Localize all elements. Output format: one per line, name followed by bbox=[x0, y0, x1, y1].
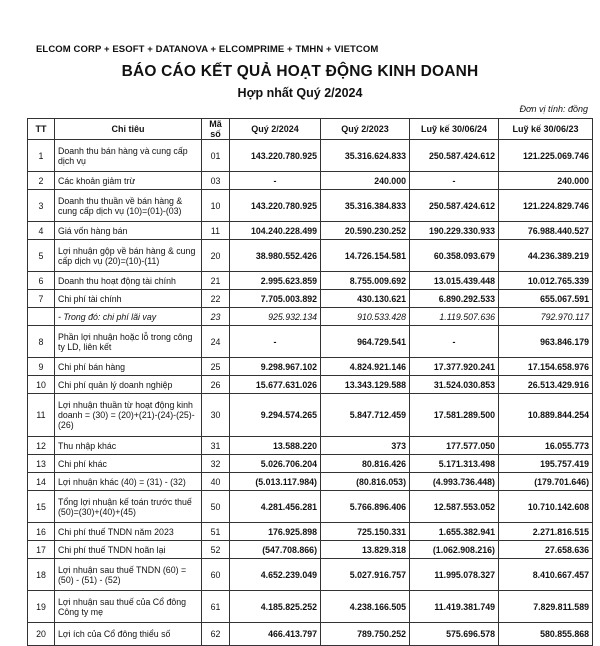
value-q2-2023: 789.750.252 bbox=[321, 623, 410, 646]
row-code: 40 bbox=[202, 473, 230, 491]
row-label: Doanh thu thuần về bán hàng & cung cấp dịch vụ (10)=(01)-(03) bbox=[55, 190, 202, 222]
value-q2-2024: 143.220.780.925 bbox=[230, 190, 321, 222]
value-ytd-2024: 177.577.050 bbox=[410, 437, 499, 455]
value-ytd-2023: 8.410.667.457 bbox=[499, 559, 593, 591]
row-tt: 14 bbox=[28, 473, 55, 491]
row-label: Thu nhập khác bbox=[55, 437, 202, 455]
value-q2-2023: 20.590.230.252 bbox=[321, 222, 410, 240]
row-code: 50 bbox=[202, 491, 230, 523]
value-ytd-2024: - bbox=[410, 326, 499, 358]
table-row bbox=[28, 394, 593, 437]
row-tt: 20 bbox=[28, 623, 55, 646]
table-row bbox=[28, 358, 593, 376]
row-label: Chi phí khác bbox=[55, 455, 202, 473]
value-q2-2023: 80.816.426 bbox=[321, 455, 410, 473]
row-label: Doanh thu hoạt động tài chính bbox=[55, 272, 202, 290]
table-row bbox=[28, 541, 593, 559]
column-header-q2-2023: Quý 2/2023 bbox=[321, 119, 410, 140]
table-row bbox=[28, 326, 593, 358]
value-q2-2023: 240.000 bbox=[321, 172, 410, 190]
value-ytd-2024: 13.015.439.448 bbox=[410, 272, 499, 290]
value-ytd-2024: 31.524.030.853 bbox=[410, 376, 499, 394]
table-row bbox=[28, 491, 593, 523]
value-ytd-2024: 1.655.382.941 bbox=[410, 523, 499, 541]
value-q2-2024: 925.932.134 bbox=[230, 308, 321, 326]
value-q2-2023: 5.766.896.406 bbox=[321, 491, 410, 523]
column-header-ytd-2023: Luỹ kế 30/06/23 bbox=[499, 119, 593, 140]
value-q2-2023: 5.027.916.757 bbox=[321, 559, 410, 591]
report-title: BÁO CÁO KẾT QUẢ HOẠT ĐỘNG KINH DOANH bbox=[121, 63, 479, 80]
value-q2-2024: 4.281.456.281 bbox=[230, 491, 321, 523]
row-tt: 18 bbox=[28, 559, 55, 591]
row-label: Lợi nhuận gộp về bán hàng & cung cấp dịch vụ (20)=(10)-(11) bbox=[55, 240, 202, 272]
table-row bbox=[28, 308, 593, 326]
row-label: Chi phí bán hàng bbox=[55, 358, 202, 376]
value-q2-2024: 9.294.574.265 bbox=[230, 394, 321, 437]
value-ytd-2023: 580.855.868 bbox=[499, 623, 593, 646]
value-q2-2023: 35.316.384.833 bbox=[321, 190, 410, 222]
value-ytd-2023: (179.701.646) bbox=[499, 473, 593, 491]
value-ytd-2024: (1.062.908.216) bbox=[410, 541, 499, 559]
row-label: Lợi nhuận sau thuế TNDN (60) = (50) - (51) - (52) bbox=[55, 559, 202, 591]
value-q2-2023: 430.130.621 bbox=[321, 290, 410, 308]
value-ytd-2023: 10.710.142.608 bbox=[499, 491, 593, 523]
table-header-row bbox=[28, 119, 593, 140]
value-q2-2023: 725.150.331 bbox=[321, 523, 410, 541]
row-tt: 7 bbox=[28, 290, 55, 308]
value-q2-2024: 466.413.797 bbox=[230, 623, 321, 646]
row-tt: 19 bbox=[28, 591, 55, 623]
table-row bbox=[28, 190, 593, 222]
row-label: Giá vốn hàng bán bbox=[55, 222, 202, 240]
value-ytd-2023: 17.154.658.976 bbox=[499, 358, 593, 376]
column-header-indicator: Chỉ tiêu bbox=[55, 119, 202, 140]
table-row bbox=[28, 591, 593, 623]
value-q2-2023: (80.816.053) bbox=[321, 473, 410, 491]
row-tt: 1 bbox=[28, 140, 55, 172]
row-tt: 12 bbox=[28, 437, 55, 455]
row-code: 24 bbox=[202, 326, 230, 358]
value-q2-2024: 2.995.623.859 bbox=[230, 272, 321, 290]
value-ytd-2024: 11.995.078.327 bbox=[410, 559, 499, 591]
row-code: 51 bbox=[202, 523, 230, 541]
row-code: 01 bbox=[202, 140, 230, 172]
row-code: 60 bbox=[202, 559, 230, 591]
row-code: 03 bbox=[202, 172, 230, 190]
table-row bbox=[28, 455, 593, 473]
value-ytd-2024: 17.377.920.241 bbox=[410, 358, 499, 376]
value-q2-2023: 373 bbox=[321, 437, 410, 455]
row-tt bbox=[28, 308, 55, 326]
row-tt: 10 bbox=[28, 376, 55, 394]
value-q2-2023: 5.847.712.459 bbox=[321, 394, 410, 437]
value-q2-2024: 9.298.967.102 bbox=[230, 358, 321, 376]
value-q2-2024: 4.185.825.252 bbox=[230, 591, 321, 623]
row-tt: 11 bbox=[28, 394, 55, 437]
value-q2-2024: 5.026.706.204 bbox=[230, 455, 321, 473]
row-label: Chi phí quản lý doanh nghiệp bbox=[55, 376, 202, 394]
row-label: Chi phí tài chính bbox=[55, 290, 202, 308]
value-ytd-2023: 2.271.816.515 bbox=[499, 523, 593, 541]
table-row bbox=[28, 290, 593, 308]
column-header-q2-2024: Quý 2/2024 bbox=[230, 119, 321, 140]
row-label: Lợi nhuận sau thuế của Cổ đông Công ty mẹ bbox=[55, 591, 202, 623]
table-row bbox=[28, 437, 593, 455]
row-code: 11 bbox=[202, 222, 230, 240]
row-label: Lợi nhuận khác (40) = (31) - (32) bbox=[55, 473, 202, 491]
row-label: Tổng lợi nhuận kế toán trước thuế (50)=(30)+(40)+(45) bbox=[55, 491, 202, 523]
value-q2-2024: 7.705.003.892 bbox=[230, 290, 321, 308]
value-q2-2024: (547.708.866) bbox=[230, 541, 321, 559]
table-row bbox=[28, 222, 593, 240]
row-code: 32 bbox=[202, 455, 230, 473]
income-statement-table bbox=[27, 118, 593, 646]
value-q2-2023: 4.238.166.505 bbox=[321, 591, 410, 623]
table-row bbox=[28, 376, 593, 394]
value-ytd-2023: 655.067.591 bbox=[499, 290, 593, 308]
column-header-ytd-2024: Luỹ kế 30/06/24 bbox=[410, 119, 499, 140]
table-row bbox=[28, 559, 593, 591]
value-ytd-2024: 190.229.330.933 bbox=[410, 222, 499, 240]
value-ytd-2024: 17.581.289.500 bbox=[410, 394, 499, 437]
value-ytd-2024: 12.587.553.052 bbox=[410, 491, 499, 523]
row-tt: 6 bbox=[28, 272, 55, 290]
row-tt: 9 bbox=[28, 358, 55, 376]
row-tt: 16 bbox=[28, 523, 55, 541]
table-row bbox=[28, 523, 593, 541]
column-header-code: Mã số bbox=[202, 119, 230, 140]
value-ytd-2023: 195.757.419 bbox=[499, 455, 593, 473]
row-code: 25 bbox=[202, 358, 230, 376]
value-ytd-2023: 121.225.069.746 bbox=[499, 140, 593, 172]
column-header-tt: TT bbox=[28, 119, 55, 140]
value-q2-2023: 910.533.428 bbox=[321, 308, 410, 326]
row-tt: 4 bbox=[28, 222, 55, 240]
row-label: Chi phí thuế TNDN năm 2023 bbox=[55, 523, 202, 541]
value-ytd-2023: 10.012.765.339 bbox=[499, 272, 593, 290]
row-label: Phần lợi nhuận hoặc lỗ trong công ty LD, liên kết bbox=[55, 326, 202, 358]
row-code: 23 bbox=[202, 308, 230, 326]
table-row bbox=[28, 473, 593, 491]
value-q2-2023: 964.729.541 bbox=[321, 326, 410, 358]
table-row bbox=[28, 172, 593, 190]
row-label: Các khoản giảm trừ bbox=[55, 172, 202, 190]
value-ytd-2023: 792.970.117 bbox=[499, 308, 593, 326]
row-tt: 13 bbox=[28, 455, 55, 473]
value-q2-2024: 15.677.631.026 bbox=[230, 376, 321, 394]
value-q2-2023: 13.343.129.588 bbox=[321, 376, 410, 394]
row-code: 10 bbox=[202, 190, 230, 222]
value-q2-2024: 176.925.898 bbox=[230, 523, 321, 541]
value-ytd-2023: 10.889.844.254 bbox=[499, 394, 593, 437]
value-ytd-2023: 121.224.829.746 bbox=[499, 190, 593, 222]
value-q2-2024: 143.220.780.925 bbox=[230, 140, 321, 172]
value-ytd-2023: 963.846.179 bbox=[499, 326, 593, 358]
row-code: 31 bbox=[202, 437, 230, 455]
value-ytd-2024: 1.119.507.636 bbox=[410, 308, 499, 326]
value-q2-2024: 104.240.228.499 bbox=[230, 222, 321, 240]
row-label: Chi phí thuế TNDN hoãn lại bbox=[55, 541, 202, 559]
row-label: Lợi ích của Cổ đông thiểu số bbox=[55, 623, 202, 646]
value-q2-2024: - bbox=[230, 172, 321, 190]
row-code: 62 bbox=[202, 623, 230, 646]
row-tt: 3 bbox=[28, 190, 55, 222]
row-tt: 2 bbox=[28, 172, 55, 190]
table-row bbox=[28, 240, 593, 272]
value-ytd-2024: 6.890.292.533 bbox=[410, 290, 499, 308]
value-ytd-2024: 575.696.578 bbox=[410, 623, 499, 646]
row-tt: 5 bbox=[28, 240, 55, 272]
table-row bbox=[28, 140, 593, 172]
row-code: 30 bbox=[202, 394, 230, 437]
value-q2-2023: 35.316.624.833 bbox=[321, 140, 410, 172]
value-ytd-2023: 7.829.811.589 bbox=[499, 591, 593, 623]
value-ytd-2024: 250.587.424.612 bbox=[410, 190, 499, 222]
value-q2-2024: - bbox=[230, 326, 321, 358]
value-q2-2023: 8.755.009.692 bbox=[321, 272, 410, 290]
value-ytd-2023: 76.988.440.527 bbox=[499, 222, 593, 240]
value-ytd-2024: 11.419.381.749 bbox=[410, 591, 499, 623]
row-code: 22 bbox=[202, 290, 230, 308]
value-q2-2024: 13.588.220 bbox=[230, 437, 321, 455]
value-ytd-2023: 240.000 bbox=[499, 172, 593, 190]
report-subtitle: Hợp nhất Quý 2/2024 bbox=[237, 86, 363, 100]
row-label: Doanh thu bán hàng và cung cấp dịch vụ bbox=[55, 140, 202, 172]
value-q2-2024: (5.013.117.984) bbox=[230, 473, 321, 491]
row-label: - Trong đó: chi phí lãi vay bbox=[55, 308, 202, 326]
value-ytd-2023: 27.658.636 bbox=[499, 541, 593, 559]
row-code: 61 bbox=[202, 591, 230, 623]
row-tt: 8 bbox=[28, 326, 55, 358]
value-q2-2024: 4.652.239.049 bbox=[230, 559, 321, 591]
value-ytd-2024: (4.993.736.448) bbox=[410, 473, 499, 491]
row-label: Lợi nhuận thuần từ hoạt động kinh doanh = (30) = (20)+(21)-(24)-(25)-(26) bbox=[55, 394, 202, 437]
row-tt: 17 bbox=[28, 541, 55, 559]
table-row bbox=[28, 272, 593, 290]
row-tt: 15 bbox=[28, 491, 55, 523]
value-ytd-2024: 60.358.093.679 bbox=[410, 240, 499, 272]
row-code: 20 bbox=[202, 240, 230, 272]
row-code: 21 bbox=[202, 272, 230, 290]
currency-unit-note: Đơn vị tính: đồng bbox=[519, 104, 588, 114]
value-ytd-2024: - bbox=[410, 172, 499, 190]
table-row bbox=[28, 623, 593, 646]
value-q2-2023: 14.726.154.581 bbox=[321, 240, 410, 272]
value-q2-2024: 38.980.552.426 bbox=[230, 240, 321, 272]
value-ytd-2024: 5.171.313.498 bbox=[410, 455, 499, 473]
row-code: 52 bbox=[202, 541, 230, 559]
value-ytd-2024: 250.587.424.612 bbox=[410, 140, 499, 172]
company-list: ELCOM CORP + ESOFT + DATANOVA + ELCOMPRIME + TMHN + VIETCOM bbox=[36, 44, 379, 55]
row-code: 26 bbox=[202, 376, 230, 394]
value-ytd-2023: 44.236.389.219 bbox=[499, 240, 593, 272]
value-q2-2023: 4.824.921.146 bbox=[321, 358, 410, 376]
value-ytd-2023: 26.513.429.916 bbox=[499, 376, 593, 394]
value-ytd-2023: 16.055.773 bbox=[499, 437, 593, 455]
value-q2-2023: 13.829.318 bbox=[321, 541, 410, 559]
